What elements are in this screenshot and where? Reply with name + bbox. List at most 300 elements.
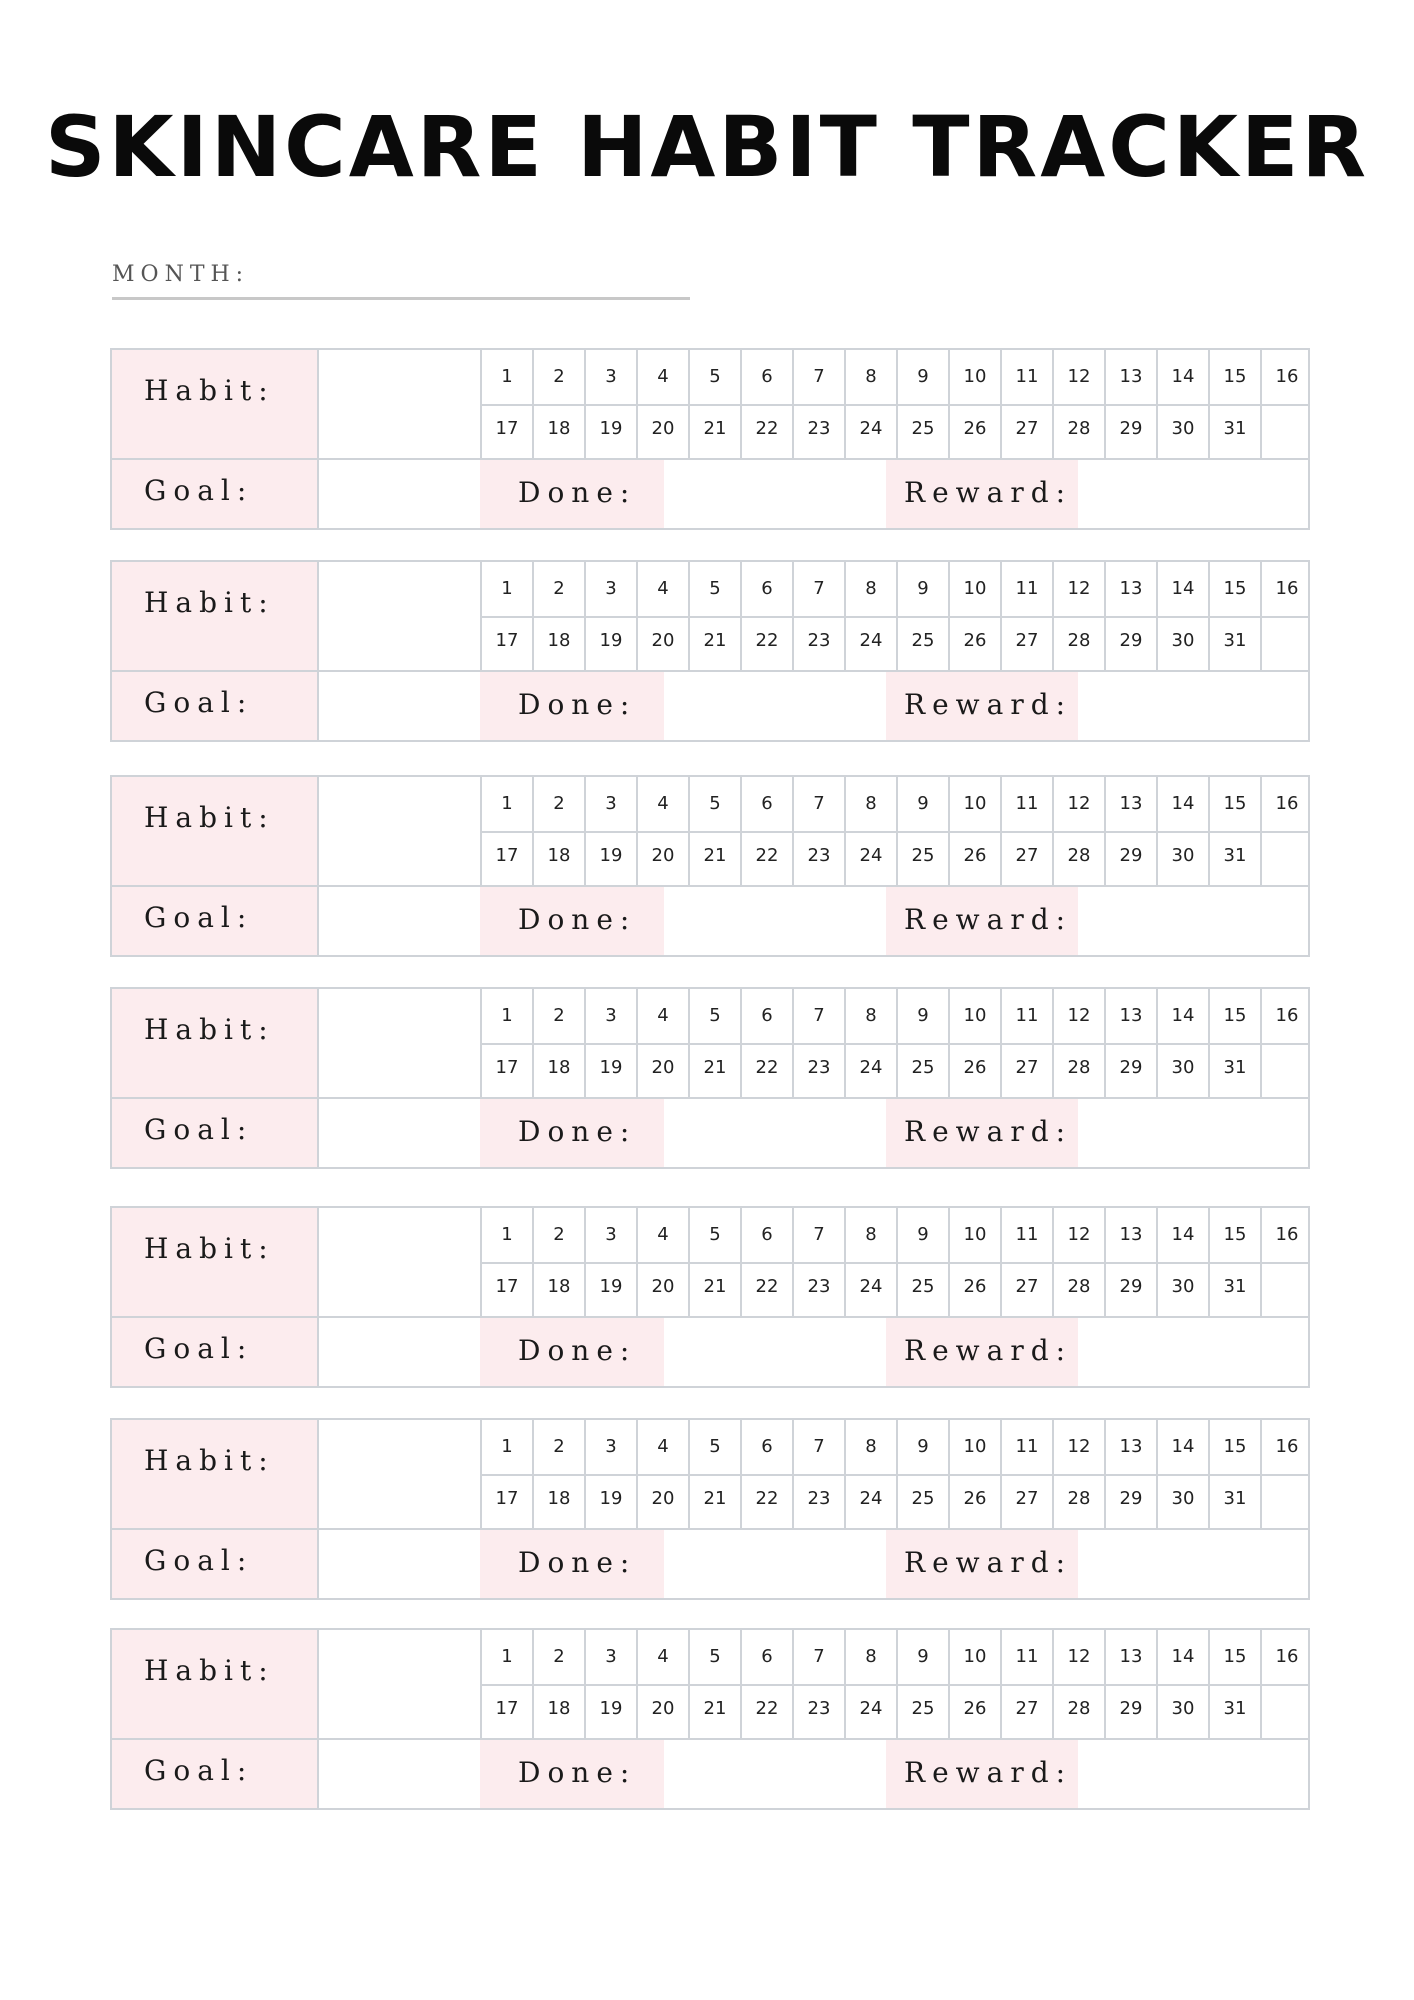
done-label: Done: [518,476,637,509]
habit-tracker-block [110,348,1310,530]
day-cell-3[interactable]: 3 [584,562,636,616]
divider [112,1738,1308,1740]
day-cell-16[interactable]: 16 [1260,562,1312,616]
done-label: Done: [518,1756,637,1789]
day-cell-24[interactable]: 24 [844,1262,896,1316]
habit-tracker-block [110,1418,1310,1600]
day-cell-21[interactable]: 21 [688,1043,740,1097]
day-cell-18[interactable]: 18 [532,1474,584,1528]
day-cell-23[interactable]: 23 [792,404,844,458]
day-cell-3[interactable]: 3 [584,350,636,404]
day-cell-24[interactable]: 24 [844,831,896,885]
day-cell-27[interactable]: 27 [1000,1262,1052,1316]
done-input[interactable] [664,1318,886,1386]
day-cell-20[interactable]: 20 [636,831,688,885]
day-cell-1[interactable]: 1 [480,1420,532,1474]
goal-label: Goal: [144,1544,254,1577]
day-cell-12[interactable]: 12 [1052,989,1104,1043]
done-input[interactable] [664,1530,886,1598]
goal-input[interactable] [317,1316,480,1386]
day-cell-19[interactable]: 19 [584,1684,636,1738]
day-cell-31[interactable]: 31 [1208,404,1260,458]
day-cell-1[interactable]: 1 [480,562,532,616]
day-cell-2[interactable]: 2 [532,989,584,1043]
day-cell-20[interactable]: 20 [636,1043,688,1097]
day-cell-empty[interactable] [1260,1474,1312,1528]
day-cell-10[interactable]: 10 [948,1208,1000,1262]
day-cell-23[interactable]: 23 [792,1684,844,1738]
day-cell-26[interactable]: 26 [948,616,1000,670]
day-cell-4[interactable]: 4 [636,777,688,831]
day-cell-22[interactable]: 22 [740,1474,792,1528]
day-cell-25[interactable]: 25 [896,616,948,670]
day-cell-empty[interactable] [1260,1684,1312,1738]
habit-label-cell [112,350,317,458]
day-cell-16[interactable]: 16 [1260,777,1312,831]
day-cell-17[interactable]: 17 [480,1043,532,1097]
day-cell-3[interactable]: 3 [584,1208,636,1262]
habit-label-cell [112,989,317,1097]
day-cell-26[interactable]: 26 [948,1262,1000,1316]
day-cell-empty[interactable] [1260,1043,1312,1097]
day-cell-23[interactable]: 23 [792,1474,844,1528]
day-cell-11[interactable]: 11 [1000,562,1052,616]
goal-input[interactable] [317,1528,480,1598]
day-cell-25[interactable]: 25 [896,1474,948,1528]
day-cell-5[interactable]: 5 [688,777,740,831]
day-cell-9[interactable]: 9 [896,350,948,404]
day-cell-26[interactable]: 26 [948,404,1000,458]
day-cell-13[interactable]: 13 [1104,989,1156,1043]
day-cell-2[interactable]: 2 [532,777,584,831]
day-cell-14[interactable]: 14 [1156,350,1208,404]
day-cell-26[interactable]: 26 [948,1684,1000,1738]
day-cell-18[interactable]: 18 [532,1262,584,1316]
day-cell-29[interactable]: 29 [1104,831,1156,885]
day-cell-7[interactable]: 7 [792,777,844,831]
day-cell-19[interactable]: 19 [584,616,636,670]
day-cell-29[interactable]: 29 [1104,1262,1156,1316]
reward-input[interactable] [1078,1530,1308,1598]
divider [112,1528,1308,1530]
day-cell-15[interactable]: 15 [1208,1208,1260,1262]
goal-label-cell [112,1528,317,1598]
day-cell-22[interactable]: 22 [740,404,792,458]
reward-input[interactable] [1078,887,1308,955]
done-input[interactable] [664,672,886,740]
day-cell-21[interactable]: 21 [688,1262,740,1316]
habit-tracker-block [110,1206,1310,1388]
done-label-cell [480,672,664,740]
day-cell-14[interactable]: 14 [1156,1630,1208,1684]
day-cell-6[interactable]: 6 [740,777,792,831]
day-cell-30[interactable]: 30 [1156,616,1208,670]
goal-label: Goal: [144,686,254,719]
habit-input[interactable] [317,350,480,458]
reward-label-cell [886,1099,1078,1167]
day-cell-27[interactable]: 27 [1000,831,1052,885]
done-input[interactable] [664,460,886,528]
day-cell-30[interactable]: 30 [1156,404,1208,458]
day-cell-9[interactable]: 9 [896,1420,948,1474]
habit-input[interactable] [317,777,480,885]
day-cell-19[interactable]: 19 [584,1043,636,1097]
day-cell-empty[interactable] [1260,831,1312,885]
done-label: Done: [518,688,637,721]
day-cell-21[interactable]: 21 [688,1684,740,1738]
day-cell-28[interactable]: 28 [1052,1043,1104,1097]
day-cell-12[interactable]: 12 [1052,562,1104,616]
day-cell-20[interactable]: 20 [636,616,688,670]
day-cell-21[interactable]: 21 [688,616,740,670]
reward-input[interactable] [1078,1740,1308,1808]
day-cell-21[interactable]: 21 [688,404,740,458]
reward-label: Reward: [904,1756,1073,1789]
day-cell-25[interactable]: 25 [896,1684,948,1738]
day-cell-19[interactable]: 19 [584,831,636,885]
done-label-cell [480,460,664,528]
day-cell-2[interactable]: 2 [532,562,584,616]
day-cell-21[interactable]: 21 [688,831,740,885]
day-cell-12[interactable]: 12 [1052,1420,1104,1474]
page-title: SKINCARE HABIT TRACKER [44,98,1370,196]
goal-input[interactable] [317,1738,480,1808]
day-cell-30[interactable]: 30 [1156,1262,1208,1316]
day-cell-28[interactable]: 28 [1052,1474,1104,1528]
divider [317,1420,319,1598]
day-cell-3[interactable]: 3 [584,777,636,831]
day-cell-11[interactable]: 11 [1000,1630,1052,1684]
day-cell-10[interactable]: 10 [948,350,1000,404]
day-cell-31[interactable]: 31 [1208,1474,1260,1528]
done-label-cell [480,887,664,955]
day-cell-empty[interactable] [1260,1262,1312,1316]
goal-label-cell [112,670,317,740]
day-cell-1[interactable]: 1 [480,1208,532,1262]
day-cell-30[interactable]: 30 [1156,831,1208,885]
day-cell-25[interactable]: 25 [896,831,948,885]
day-cell-6[interactable]: 6 [740,562,792,616]
day-cell-13[interactable]: 13 [1104,1208,1156,1262]
day-cell-14[interactable]: 14 [1156,562,1208,616]
day-cell-12[interactable]: 12 [1052,1208,1104,1262]
day-cell-23[interactable]: 23 [792,616,844,670]
day-cell-29[interactable]: 29 [1104,404,1156,458]
day-cell-9[interactable]: 9 [896,1630,948,1684]
reward-label: Reward: [904,903,1073,936]
day-cell-17[interactable]: 17 [480,831,532,885]
day-cell-6[interactable]: 6 [740,350,792,404]
habit-label: Habit: [144,1013,275,1046]
day-cell-28[interactable]: 28 [1052,1684,1104,1738]
day-cell-29[interactable]: 29 [1104,1043,1156,1097]
day-cell-22[interactable]: 22 [740,1043,792,1097]
month-input-line[interactable] [112,297,690,300]
day-cell-7[interactable]: 7 [792,989,844,1043]
day-cell-1[interactable]: 1 [480,989,532,1043]
day-cell-14[interactable]: 14 [1156,1420,1208,1474]
day-cell-15[interactable]: 15 [1208,562,1260,616]
day-cell-27[interactable]: 27 [1000,1043,1052,1097]
day-cell-empty[interactable] [1260,616,1312,670]
day-cell-10[interactable]: 10 [948,777,1000,831]
day-cell-10[interactable]: 10 [948,1420,1000,1474]
day-cell-27[interactable]: 27 [1000,404,1052,458]
day-cell-14[interactable]: 14 [1156,777,1208,831]
day-cell-3[interactable]: 3 [584,1420,636,1474]
day-cell-5[interactable]: 5 [688,1208,740,1262]
day-cell-10[interactable]: 10 [948,562,1000,616]
day-cell-8[interactable]: 8 [844,1420,896,1474]
goal-input[interactable] [317,458,480,528]
day-cell-22[interactable]: 22 [740,831,792,885]
day-cell-16[interactable]: 16 [1260,1420,1312,1474]
day-cell-9[interactable]: 9 [896,562,948,616]
day-cell-26[interactable]: 26 [948,1043,1000,1097]
day-cell-18[interactable]: 18 [532,1043,584,1097]
done-input[interactable] [664,887,886,955]
day-cell-4[interactable]: 4 [636,989,688,1043]
day-cell-25[interactable]: 25 [896,1043,948,1097]
goal-label-cell [112,1316,317,1386]
reward-label-cell [886,1318,1078,1386]
day-cell-23[interactable]: 23 [792,831,844,885]
day-cell-24[interactable]: 24 [844,1043,896,1097]
day-cell-26[interactable]: 26 [948,1474,1000,1528]
goal-label-cell [112,1097,317,1167]
day-cell-28[interactable]: 28 [1052,1262,1104,1316]
day-cell-24[interactable]: 24 [844,1684,896,1738]
day-cell-20[interactable]: 20 [636,1262,688,1316]
reward-label-cell [886,1530,1078,1598]
goal-label: Goal: [144,474,254,507]
day-cell-13[interactable]: 13 [1104,1630,1156,1684]
goal-input[interactable] [317,885,480,955]
day-cell-8[interactable]: 8 [844,777,896,831]
day-cell-11[interactable]: 11 [1000,777,1052,831]
day-cell-6[interactable]: 6 [740,1630,792,1684]
divider [112,458,1308,460]
divider [112,885,1308,887]
day-cell-4[interactable]: 4 [636,1420,688,1474]
day-cell-15[interactable]: 15 [1208,989,1260,1043]
day-cell-31[interactable]: 31 [1208,616,1260,670]
day-cell-6[interactable]: 6 [740,1420,792,1474]
divider [112,1316,1308,1318]
day-cell-17[interactable]: 17 [480,1474,532,1528]
day-cell-9[interactable]: 9 [896,989,948,1043]
day-cell-4[interactable]: 4 [636,562,688,616]
day-cell-8[interactable]: 8 [844,562,896,616]
day-cell-4[interactable]: 4 [636,1630,688,1684]
day-cell-16[interactable]: 16 [1260,1630,1312,1684]
day-cell-30[interactable]: 30 [1156,1684,1208,1738]
day-cell-18[interactable]: 18 [532,616,584,670]
day-cell-29[interactable]: 29 [1104,1474,1156,1528]
day-cell-24[interactable]: 24 [844,404,896,458]
day-cell-19[interactable]: 19 [584,1262,636,1316]
day-cell-7[interactable]: 7 [792,1420,844,1474]
day-cell-18[interactable]: 18 [532,1684,584,1738]
day-cell-27[interactable]: 27 [1000,1684,1052,1738]
reward-input[interactable] [1078,1318,1308,1386]
day-cell-20[interactable]: 20 [636,1474,688,1528]
done-label: Done: [518,903,637,936]
day-cell-8[interactable]: 8 [844,1630,896,1684]
day-cell-30[interactable]: 30 [1156,1474,1208,1528]
day-cell-28[interactable]: 28 [1052,831,1104,885]
day-cell-14[interactable]: 14 [1156,1208,1208,1262]
day-cell-15[interactable]: 15 [1208,1630,1260,1684]
day-cell-7[interactable]: 7 [792,562,844,616]
habit-label-cell [112,777,317,885]
habit-input[interactable] [317,1420,480,1528]
day-cell-15[interactable]: 15 [1208,1420,1260,1474]
reward-input[interactable] [1078,460,1308,528]
day-cell-3[interactable]: 3 [584,989,636,1043]
done-label-cell [480,1318,664,1386]
day-cell-30[interactable]: 30 [1156,1043,1208,1097]
day-cell-2[interactable]: 2 [532,350,584,404]
day-cell-29[interactable]: 29 [1104,1684,1156,1738]
habit-label: Habit: [144,1232,275,1265]
day-cell-2[interactable]: 2 [532,1630,584,1684]
day-cell-2[interactable]: 2 [532,1208,584,1262]
day-cell-9[interactable]: 9 [896,777,948,831]
day-cell-27[interactable]: 27 [1000,1474,1052,1528]
day-cell-17[interactable]: 17 [480,1684,532,1738]
day-cell-12[interactable]: 12 [1052,350,1104,404]
day-cell-18[interactable]: 18 [532,831,584,885]
reward-label-cell [886,1740,1078,1808]
goal-input[interactable] [317,1097,480,1167]
goal-input[interactable] [317,670,480,740]
day-cell-17[interactable]: 17 [480,616,532,670]
habit-label-cell [112,562,317,670]
day-cell-13[interactable]: 13 [1104,350,1156,404]
goal-label-cell [112,885,317,955]
day-cell-17[interactable]: 17 [480,1262,532,1316]
day-cell-5[interactable]: 5 [688,989,740,1043]
day-cell-24[interactable]: 24 [844,616,896,670]
day-cell-31[interactable]: 31 [1208,1043,1260,1097]
day-cell-22[interactable]: 22 [740,1684,792,1738]
day-cell-20[interactable]: 20 [636,1684,688,1738]
day-cell-12[interactable]: 12 [1052,1630,1104,1684]
day-cell-1[interactable]: 1 [480,1630,532,1684]
day-cell-31[interactable]: 31 [1208,1684,1260,1738]
day-cell-11[interactable]: 11 [1000,350,1052,404]
day-cell-8[interactable]: 8 [844,350,896,404]
day-cell-14[interactable]: 14 [1156,989,1208,1043]
day-cell-25[interactable]: 25 [896,404,948,458]
day-cell-8[interactable]: 8 [844,989,896,1043]
reward-label-cell [886,672,1078,740]
day-cell-12[interactable]: 12 [1052,777,1104,831]
day-cell-13[interactable]: 13 [1104,777,1156,831]
day-cell-31[interactable]: 31 [1208,831,1260,885]
day-cell-empty[interactable] [1260,404,1312,458]
day-cell-7[interactable]: 7 [792,1208,844,1262]
day-cell-5[interactable]: 5 [688,1630,740,1684]
day-cell-5[interactable]: 5 [688,1420,740,1474]
day-cell-10[interactable]: 10 [948,989,1000,1043]
day-cell-23[interactable]: 23 [792,1043,844,1097]
day-cell-3[interactable]: 3 [584,1630,636,1684]
day-cell-8[interactable]: 8 [844,1208,896,1262]
day-cell-24[interactable]: 24 [844,1474,896,1528]
goal-label: Goal: [144,1332,254,1365]
habit-input[interactable] [317,989,480,1097]
reward-input[interactable] [1078,672,1308,740]
day-cell-23[interactable]: 23 [792,1262,844,1316]
habit-input[interactable] [317,1630,480,1738]
day-cell-11[interactable]: 11 [1000,1208,1052,1262]
day-cell-2[interactable]: 2 [532,1420,584,1474]
done-label-cell [480,1740,664,1808]
reward-label: Reward: [904,1115,1073,1148]
day-cell-19[interactable]: 19 [584,1474,636,1528]
habit-tracker-block [110,987,1310,1169]
day-cell-6[interactable]: 6 [740,1208,792,1262]
day-cell-17[interactable]: 17 [480,404,532,458]
month-label: MONTH: [112,262,250,287]
day-cell-5[interactable]: 5 [688,562,740,616]
day-cell-31[interactable]: 31 [1208,1262,1260,1316]
day-cell-18[interactable]: 18 [532,404,584,458]
day-cell-11[interactable]: 11 [1000,989,1052,1043]
day-cell-15[interactable]: 15 [1208,777,1260,831]
done-input[interactable] [664,1740,886,1808]
day-cell-11[interactable]: 11 [1000,1420,1052,1474]
day-cell-4[interactable]: 4 [636,1208,688,1262]
day-cell-19[interactable]: 19 [584,404,636,458]
day-cell-16[interactable]: 16 [1260,989,1312,1043]
day-cell-9[interactable]: 9 [896,1208,948,1262]
day-cell-25[interactable]: 25 [896,1262,948,1316]
day-cell-29[interactable]: 29 [1104,616,1156,670]
day-cell-1[interactable]: 1 [480,777,532,831]
day-cell-7[interactable]: 7 [792,350,844,404]
day-cell-5[interactable]: 5 [688,350,740,404]
habit-input[interactable] [317,562,480,670]
habit-input[interactable] [317,1208,480,1316]
day-cell-21[interactable]: 21 [688,1474,740,1528]
day-cell-4[interactable]: 4 [636,350,688,404]
reward-input[interactable] [1078,1099,1308,1167]
day-cell-16[interactable]: 16 [1260,350,1312,404]
done-label: Done: [518,1546,637,1579]
day-cell-7[interactable]: 7 [792,1630,844,1684]
done-input[interactable] [664,1099,886,1167]
day-cell-13[interactable]: 13 [1104,562,1156,616]
habit-label-cell [112,1208,317,1316]
day-cell-27[interactable]: 27 [1000,616,1052,670]
day-cell-22[interactable]: 22 [740,616,792,670]
day-cell-1[interactable]: 1 [480,350,532,404]
day-cell-16[interactable]: 16 [1260,1208,1312,1262]
day-cell-15[interactable]: 15 [1208,350,1260,404]
day-cell-22[interactable]: 22 [740,1262,792,1316]
day-cell-28[interactable]: 28 [1052,404,1104,458]
day-cell-28[interactable]: 28 [1052,616,1104,670]
day-cell-6[interactable]: 6 [740,989,792,1043]
divider [317,777,319,955]
day-cell-26[interactable]: 26 [948,831,1000,885]
day-cell-13[interactable]: 13 [1104,1420,1156,1474]
day-cell-20[interactable]: 20 [636,404,688,458]
day-cell-10[interactable]: 10 [948,1630,1000,1684]
